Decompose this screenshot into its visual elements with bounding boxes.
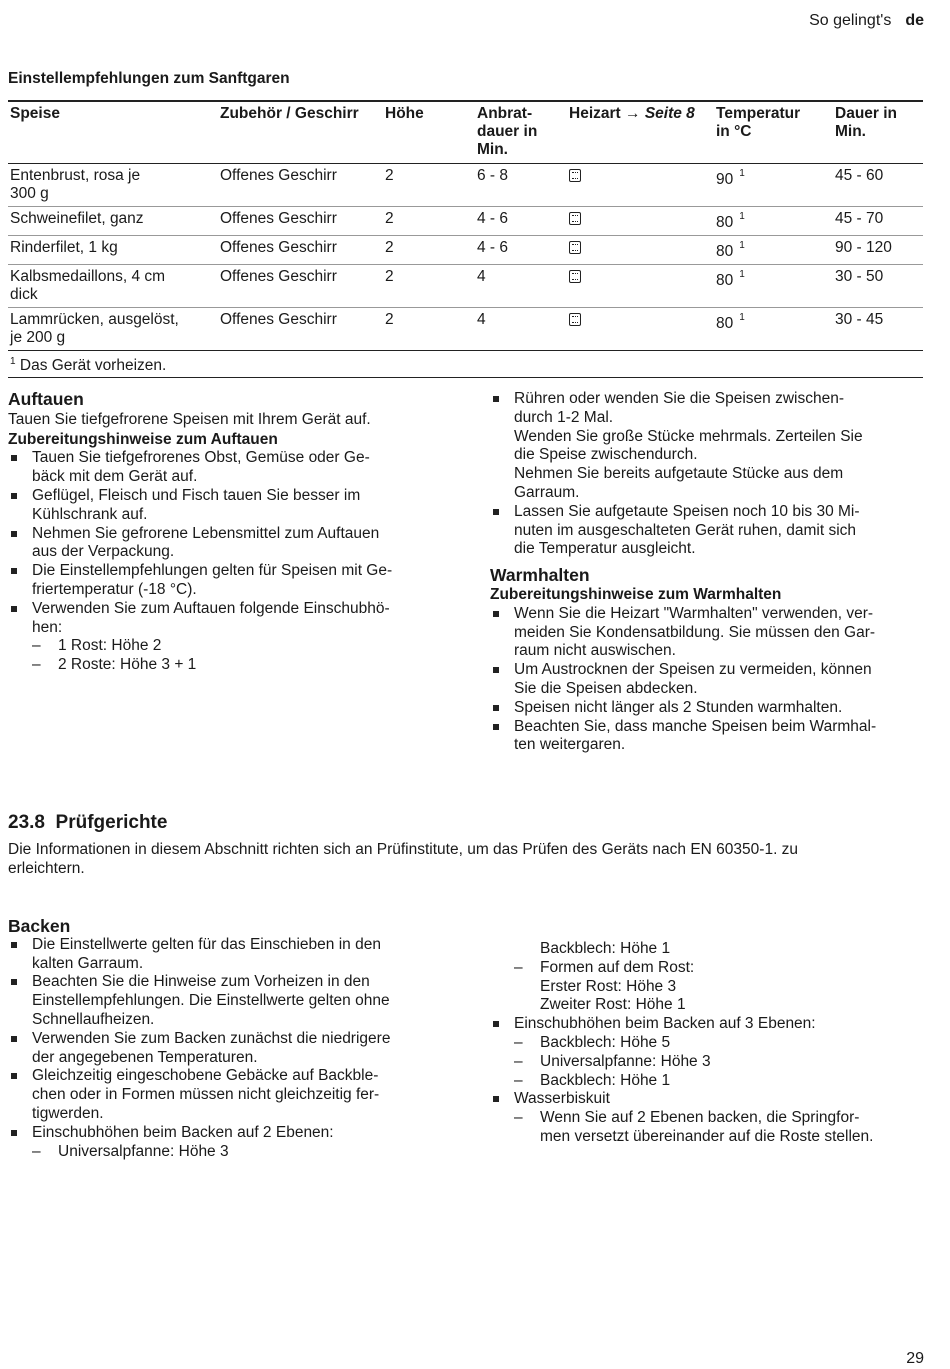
cell-hoehe: 2 (383, 236, 475, 265)
language-code: de (905, 12, 924, 29)
list-item: Lassen Sie aufgetaute Speisen noch 10 bis 30 Mi- nuten im ausgeschalteten Gerät ruhen, damit sich die Temperatur ausgleicht. (490, 503, 926, 559)
list-item: – Backblech: Höhe 5 (514, 1034, 926, 1053)
page-header (809, 12, 924, 30)
col-header-dauer-label: Dauer in Min. (835, 105, 898, 140)
backen-three-levels-list (490, 1015, 926, 1034)
table-row (8, 164, 923, 207)
cell-zubehoer: Offenes Geschirr (218, 265, 383, 308)
cell-speise: Lammrücken, ausgelöst, je 200 g (8, 308, 218, 351)
cell-dauer: 90 - 120 (833, 236, 923, 265)
page-ref-arrow: → (625, 105, 641, 122)
list-item: Tauen Sie tiefgefrorenes Obst, Gemüse oder Ge- bäck mit dem Gerät auf. (8, 449, 448, 487)
cell-hoehe: 2 (383, 308, 475, 351)
cell-dauer: 45 - 70 (833, 207, 923, 236)
cell-temperatur (714, 207, 833, 236)
sanftgaren-icon (569, 241, 581, 254)
right-column (490, 390, 926, 755)
cell-heizart (567, 236, 714, 265)
table-header-row (8, 101, 923, 164)
footnote-ref: 1 (739, 168, 745, 179)
footnote-ref: 1 (739, 312, 745, 324)
auftauen-list (8, 449, 448, 637)
col-header-temperatur-label: Temperatur in °C (716, 105, 801, 140)
backen-list (8, 936, 458, 1143)
list-item: – Universalpfanne: Höhe 3 (514, 1053, 926, 1072)
backen-biskuit-sublist (490, 1109, 926, 1147)
footnote-ref: 1 (739, 269, 745, 281)
manual-page (8, 0, 924, 1369)
cell-heizart (567, 207, 714, 236)
temperature-value: 90 (716, 171, 734, 189)
cell-zubehoer: Offenes Geschirr (218, 308, 383, 351)
cell-anbrat: 4 (475, 265, 567, 308)
table-footnote (8, 351, 923, 378)
table-body (8, 164, 923, 351)
list-item: Die Einstellwerte gelten für das Einschieben in den kalten Garraum. (8, 936, 458, 974)
list-item: – Backblech: Höhe 1 (514, 1072, 926, 1091)
cell-hoehe: 2 (383, 265, 475, 308)
footnote-ref: 1 (739, 240, 745, 252)
list-item: Die Einstellempfehlungen gelten für Speisen mit Ge- friertemperatur (-18 °C). (8, 562, 448, 600)
settings-table (8, 100, 923, 378)
table-row (8, 265, 923, 308)
list-item: – 1 Rost: Höhe 2 (32, 637, 448, 656)
auftauen-subheading: Zubereitungshinweise zum Auftauen (8, 430, 278, 448)
cell-anbrat: 6 - 8 (475, 164, 567, 207)
list-item: Beachten Sie, dass manche Speisen beim Warmhal- ten weitergaren. (490, 718, 926, 756)
cell-hoehe: 2 (383, 207, 475, 236)
cell-speise: Schweinefilet, ganz (8, 207, 218, 236)
list-item: – Wenn Sie auf 2 Ebenen backen, die Springfor- men versetzt übereinander auf die Roste stellen. (514, 1109, 926, 1147)
cell-hoehe: 2 (383, 164, 475, 207)
backen-heading: Backen (8, 916, 71, 936)
cell-dauer: 30 - 50 (833, 265, 923, 308)
cell-zubehoer: Offenes Geschirr (218, 164, 383, 207)
col-header-hoehe-label: Höhe (385, 105, 424, 122)
chapter-text: Die Informationen in diesem Abschnitt richten sich an Prüfinstitute, um das Prüfen des Geräts nach EN 60350-1. zu erleichtern. (8, 841, 799, 877)
auftauen-section (8, 390, 448, 675)
cell-speise: Rinderfilet, 1 kg (8, 236, 218, 265)
list-item: Wasserbiskuit (490, 1090, 926, 1109)
col-header-heizart-label: Heizart (569, 105, 621, 122)
cell-heizart (567, 265, 714, 308)
cell-zubehoer: Offenes Geschirr (218, 236, 383, 265)
sanftgaren-icon (569, 313, 581, 326)
backen-forms-sublist (490, 959, 926, 1015)
col-header-anbrat (475, 101, 567, 164)
cell-anbrat: 4 - 6 (475, 207, 567, 236)
col-header-speise (8, 101, 218, 164)
cell-dauer: 45 - 60 (833, 164, 923, 207)
cell-zubehoer: Offenes Geschirr (218, 207, 383, 236)
footnote-mark: 1 (10, 356, 16, 368)
sanftgaren-icon (569, 169, 581, 182)
backen-section (8, 917, 458, 1161)
col-header-zubehoer-label: Zubehör / Geschirr (220, 105, 359, 122)
auftauen-sublist (8, 637, 448, 675)
sanftgaren-icon (569, 212, 581, 225)
auftauen-intro: Tauen Sie tiefgefrorene Speisen mit Ihrem Gerät auf. (8, 410, 371, 428)
col-header-zubehoer (218, 101, 383, 164)
backen-right-column (490, 940, 926, 1147)
backen-three-levels-sublist (490, 1034, 926, 1090)
table-row (8, 236, 923, 265)
warmhalten-heading: Warmhalten (490, 565, 590, 586)
temperature-value: 80 (716, 315, 734, 333)
col-header-anbrat-label: Anbrat- dauer in Min. (477, 105, 538, 158)
table-title: Einstellempfehlungen zum Sanftgaren (8, 70, 290, 87)
col-header-hoehe (383, 101, 475, 164)
list-item: – Universalpfanne: Höhe 3 (32, 1143, 458, 1162)
list-item: – Formen auf dem Rost: Erster Rost: Höhe 3 Zweiter Rost: Höhe 1 (514, 959, 926, 1015)
warmhalten-list (490, 605, 926, 755)
sanftgaren-icon (569, 270, 581, 283)
temperature-value: 80 (716, 272, 734, 290)
cell-anbrat: 4 (475, 308, 567, 351)
table-footnote-row (8, 351, 923, 378)
page-ref-link[interactable]: Seite 8 (644, 105, 695, 122)
list-item: Einschubhöhen beim Backen auf 3 Ebenen: (490, 1015, 926, 1034)
backen-two-levels-cont: Backblech: Höhe 1 (540, 940, 671, 957)
list-item: Nehmen Sie gefrorene Lebensmittel zum Auftauen aus der Verpackung. (8, 525, 448, 563)
header-title: So gelingt's (809, 12, 892, 29)
list-item: Einschubhöhen beim Backen auf 2 Ebenen: (8, 1124, 458, 1143)
footnote-text: Das Gerät vorheizen. (19, 357, 167, 375)
list-item: Verwenden Sie zum Backen zunächst die niedrigere der angegebenen Temperaturen. (8, 1030, 458, 1068)
cell-dauer: 30 - 45 (833, 308, 923, 351)
list-item: Speisen nicht länger als 2 Stunden warmhalten. (490, 699, 926, 718)
list-item: Um Austrocknen der Speisen zu vermeiden, können Sie die Speisen abdecken. (490, 661, 926, 699)
col-header-speise-label: Speise (10, 105, 60, 122)
cell-speise: Kalbsmedaillons, 4 cm dick (8, 265, 218, 308)
cell-heizart (567, 308, 714, 351)
temperature-value: 80 (716, 243, 734, 261)
table-row (8, 207, 923, 236)
cell-anbrat: 4 - 6 (475, 236, 567, 265)
auftauen-right-list (490, 390, 926, 559)
list-item: Geflügel, Fleisch und Fisch tauen Sie besser im Kühlschrank auf. (8, 487, 448, 525)
list-item: Beachten Sie die Hinweise zum Vorheizen in den Einstellempfehlungen. Die Einstellwerte gelten ohne Schnellaufheizen. (8, 973, 458, 1029)
backen-two-levels-sublist (8, 1143, 458, 1162)
temperature-value: 80 (716, 214, 734, 232)
list-item: Verwenden Sie zum Auftauen folgende Einschubhö- hen: (8, 600, 448, 638)
cell-temperatur (714, 308, 833, 351)
table-row (8, 308, 923, 351)
cell-temperatur (714, 265, 833, 308)
col-header-temperatur (714, 101, 833, 164)
page-number: 29 (906, 1350, 924, 1367)
warmhalten-subheading: Zubereitungshinweise zum Warmhalten (490, 585, 782, 603)
chapter-heading: 23.8 Prüfgerichte (8, 812, 168, 833)
cell-heizart (567, 164, 714, 207)
col-header-dauer (833, 101, 923, 164)
col-header-heizart (567, 101, 714, 164)
list-item: Gleichzeitig eingeschobene Gebäcke auf Backble- chen oder in Formen müssen nicht gleichzeitig fer- tigwerden. (8, 1067, 458, 1123)
backen-biskuit-list (490, 1090, 926, 1109)
list-item: Rühren oder wenden Sie die Speisen zwischen- durch 1-2 Mal. Wenden Sie große Stücke mehrmals. Zerteilen Sie die Speise zwischendurch. Nehmen Sie bereits aufgetaute Stücke aus dem Garraum. (490, 390, 926, 503)
footnote-ref: 1 (739, 211, 745, 222)
list-item: – 2 Roste: Höhe 3 + 1 (32, 656, 448, 675)
cell-temperatur (714, 164, 833, 207)
list-item: Wenn Sie die Heizart "Warmhalten" verwenden, ver- meiden Sie Kondensatbildung. Sie müssen den Gar- raum nicht auswischen. (490, 605, 926, 661)
auftauen-heading: Auftauen (8, 389, 84, 409)
cell-speise: Entenbrust, rosa je 300 g (8, 164, 218, 207)
cell-temperatur (714, 236, 833, 265)
